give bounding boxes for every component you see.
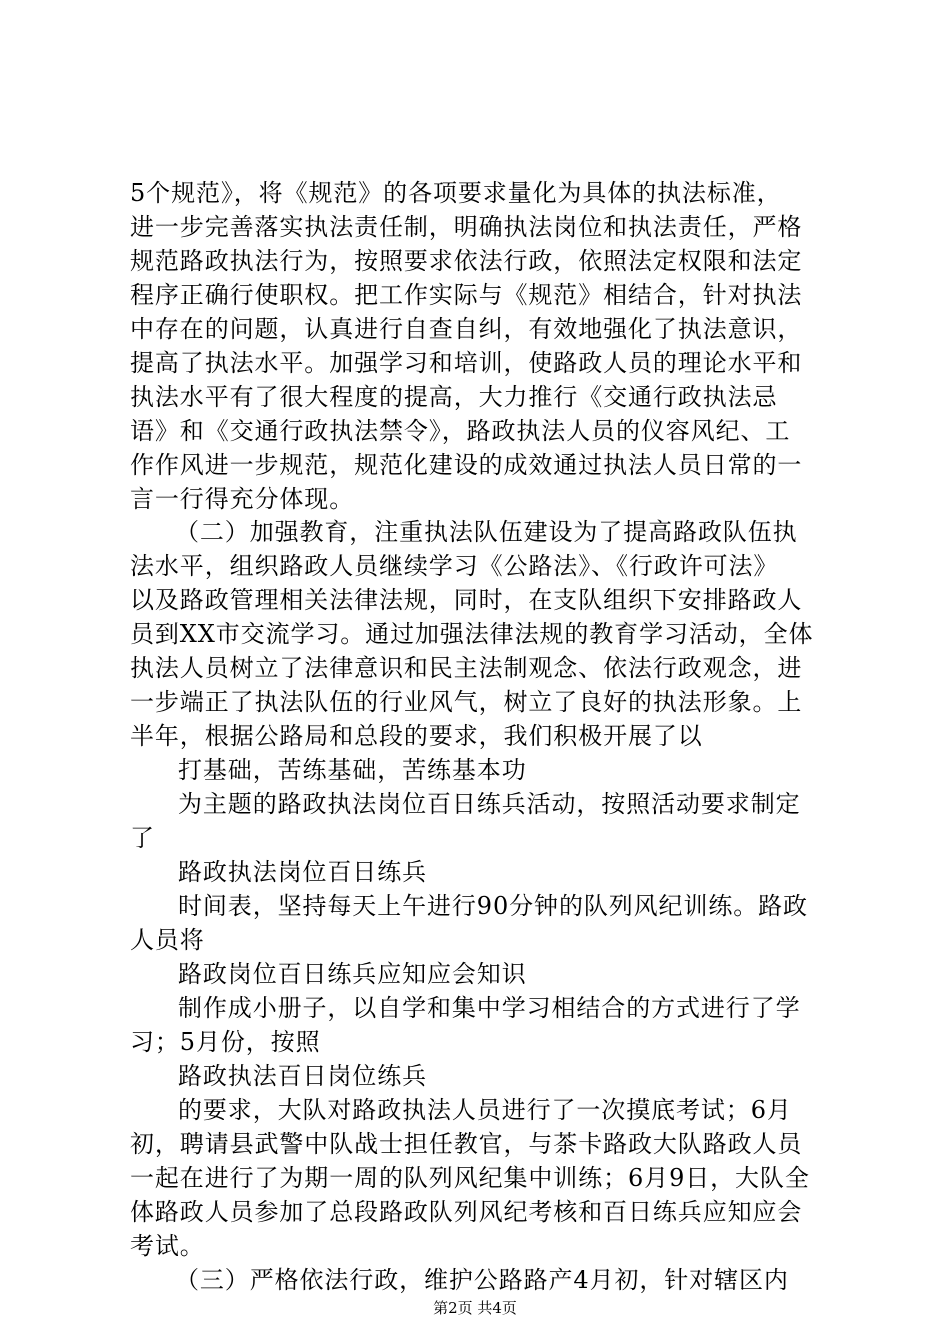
text-line: 半年，根据公路局和总段的要求，我们积极开展了以 xyxy=(130,722,703,750)
text-line: 考试。 xyxy=(130,1232,205,1260)
text-line: 进一步完善落实执法责任制，明确执法岗位和执法责任，严格 xyxy=(130,213,803,241)
text-line: 员到XX市交流学习。通过加强法律法规的教育学习活动，全体 xyxy=(130,620,814,648)
text-line: 路政执法岗位百日练兵 xyxy=(178,858,427,886)
text-line: 人员将 xyxy=(130,926,205,954)
text-line: 语》和《交通行政执法禁令》，路政执法人员的仪容风纪、工 xyxy=(130,417,791,445)
page-number-footer: 第2页 共4页 xyxy=(433,1299,517,1317)
text-line: 了 xyxy=(130,824,155,852)
text-line: 执法水平有了很大程度的提高，大力推行《交通行政执法忌 xyxy=(130,383,778,411)
text-line: 的要求，大队对路政执法人员进行了一次摸底考试；6月 xyxy=(178,1096,792,1124)
text-line: 规范路政执法行为，按照要求依法行政，依照法定权限和法定 xyxy=(130,247,803,275)
text-line: 路政执法百日岗位练兵 xyxy=(178,1062,427,1090)
text-line: 中存在的问题，认真进行自查自纠，有效地强化了执法意识， xyxy=(130,315,803,343)
text-line: 时间表，坚持每天上午进行90分钟的队列风纪训练。路政 xyxy=(178,892,808,920)
text-line: 一起在进行了为期一周的队列风纪集中训练；6月9日，大队全 xyxy=(130,1164,810,1192)
text-line: 法水平，组织路政人员继续学习《公路法》、《行政许可法》 xyxy=(130,552,779,580)
text-line: 以及路政管理相关法律法规，同时，在支队组织下安排路政人 xyxy=(130,586,803,614)
text-line: 执法人员树立了法律意识和民主法制观念、依法行政观念，进 xyxy=(130,654,803,682)
text-line: 程序正确行使职权。把工作实际与《规范》相结合，针对执法 xyxy=(130,281,803,309)
text-line: 5个规范》，将《规范》的各项要求量化为具体的执法标准， xyxy=(130,179,782,207)
text-line: 一步端正了执法队伍的行业风气，树立了良好的执法形象。上 xyxy=(130,688,803,716)
section-heading-line: （二）加强教育，注重执法队伍建设为了提高路政队伍执 xyxy=(175,518,798,546)
text-line: 习；5月份，按照 xyxy=(130,1028,321,1056)
text-line: 作作风进一步规范，规范化建设的成效通过执法人员日常的一 xyxy=(130,451,803,479)
text-line: 为主题的路政执法岗位百日练兵活动，按照活动要求制定 xyxy=(178,790,801,818)
text-line: 提高了执法水平。加强学习和培训，使路政人员的理论水平和 xyxy=(130,349,803,377)
section-heading-line: （三）严格依法行政，维护公路路产4月初，针对辖区内 xyxy=(175,1266,789,1294)
text-line: 打基础，苦练基础，苦练基本功 xyxy=(178,756,527,784)
text-line: 制作成小册子，以自学和集中学习相结合的方式进行了学 xyxy=(178,994,801,1022)
text-line: 初，聘请县武警中队战士担任教官，与茶卡路政大队路政人员 xyxy=(130,1130,803,1158)
text-line: 体路政人员参加了总段路政队列风纪考核和百日练兵应知应会 xyxy=(130,1198,803,1226)
text-line: 路政岗位百日练兵应知应会知识 xyxy=(178,960,527,988)
text-line: 言一行得充分体现。 xyxy=(130,485,355,513)
